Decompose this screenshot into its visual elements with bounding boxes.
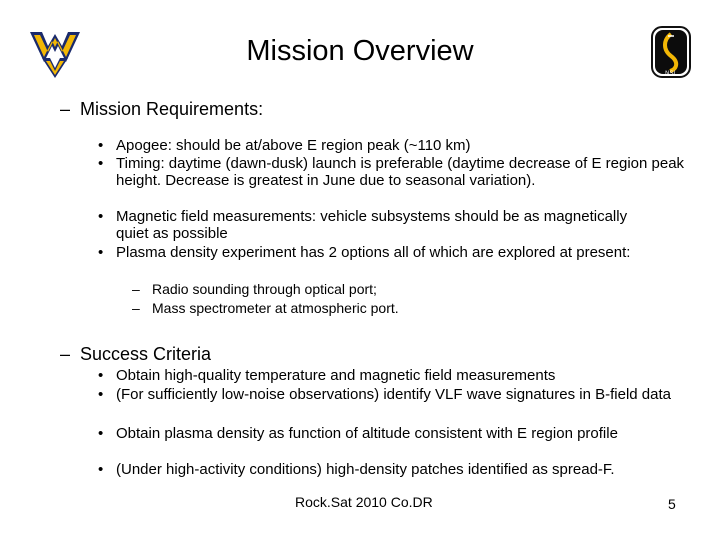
sub-list-item-text: Mass spectrometer at atmospheric port. xyxy=(152,300,399,316)
dash-marker: – xyxy=(132,281,140,297)
sub-list-item xyxy=(132,281,377,297)
list-item-text: Magnetic field measurements: vehicle subsystems should be as magnetically quiet as possible xyxy=(116,208,628,242)
list-item xyxy=(98,137,706,154)
list-item xyxy=(98,208,636,242)
list-item xyxy=(98,155,706,189)
list-item-text: Plasma density experiment has 2 options all of which are explored at present: xyxy=(116,244,631,261)
list-item xyxy=(98,367,706,384)
list-item-text: Obtain high-quality temperature and magnetic field measurements xyxy=(116,367,556,384)
sub-list-item-text: Radio sounding through optical port; xyxy=(152,281,377,297)
bullet-marker: • xyxy=(98,244,104,261)
list-item-text: Obtain plasma density as function of altitude consistent with E region profile xyxy=(116,425,618,442)
bullet-marker: • xyxy=(98,155,104,172)
bullet-marker: • xyxy=(98,461,104,478)
list-item-text: (For sufficiently low-noise observations) identify VLF wave signatures in B-field data xyxy=(116,386,671,403)
seal-text: NSL xyxy=(665,71,677,77)
bullet-marker: • xyxy=(98,208,104,225)
list-item-text: (Under high-activity conditions) high-density patches identified as spread-F. xyxy=(116,461,615,478)
footer-text: Rock.Sat 2010 Co.DR xyxy=(295,494,433,510)
dash-marker: – xyxy=(60,344,71,364)
slide-title: Mission Overview xyxy=(246,35,474,67)
list-item xyxy=(98,425,676,442)
sub-list-item xyxy=(132,300,399,316)
bullet-marker: • xyxy=(98,425,104,442)
list-item xyxy=(98,386,706,403)
section-heading-requirements xyxy=(60,98,263,120)
dash-marker: – xyxy=(132,300,140,316)
bullet-marker: • xyxy=(98,367,104,384)
list-item-text: Apogee: should be at/above E region peak (~110 km) xyxy=(116,137,471,154)
list-item xyxy=(98,461,716,478)
list-item xyxy=(98,244,676,261)
dash-marker: – xyxy=(60,99,71,119)
section-heading-success xyxy=(60,343,211,365)
bullet-marker: • xyxy=(98,386,104,403)
page-number: 5 xyxy=(668,496,676,512)
bullet-marker: • xyxy=(98,137,104,154)
list-item-text: Timing: daytime (dawn-dusk) launch is preferable (daytime decrease of E region peak height. Decrease is greatest in June due to seasonal variation). xyxy=(116,155,685,189)
section-heading-text: Mission Requirements: xyxy=(80,99,264,119)
section-heading-text: Success Criteria xyxy=(80,344,212,364)
